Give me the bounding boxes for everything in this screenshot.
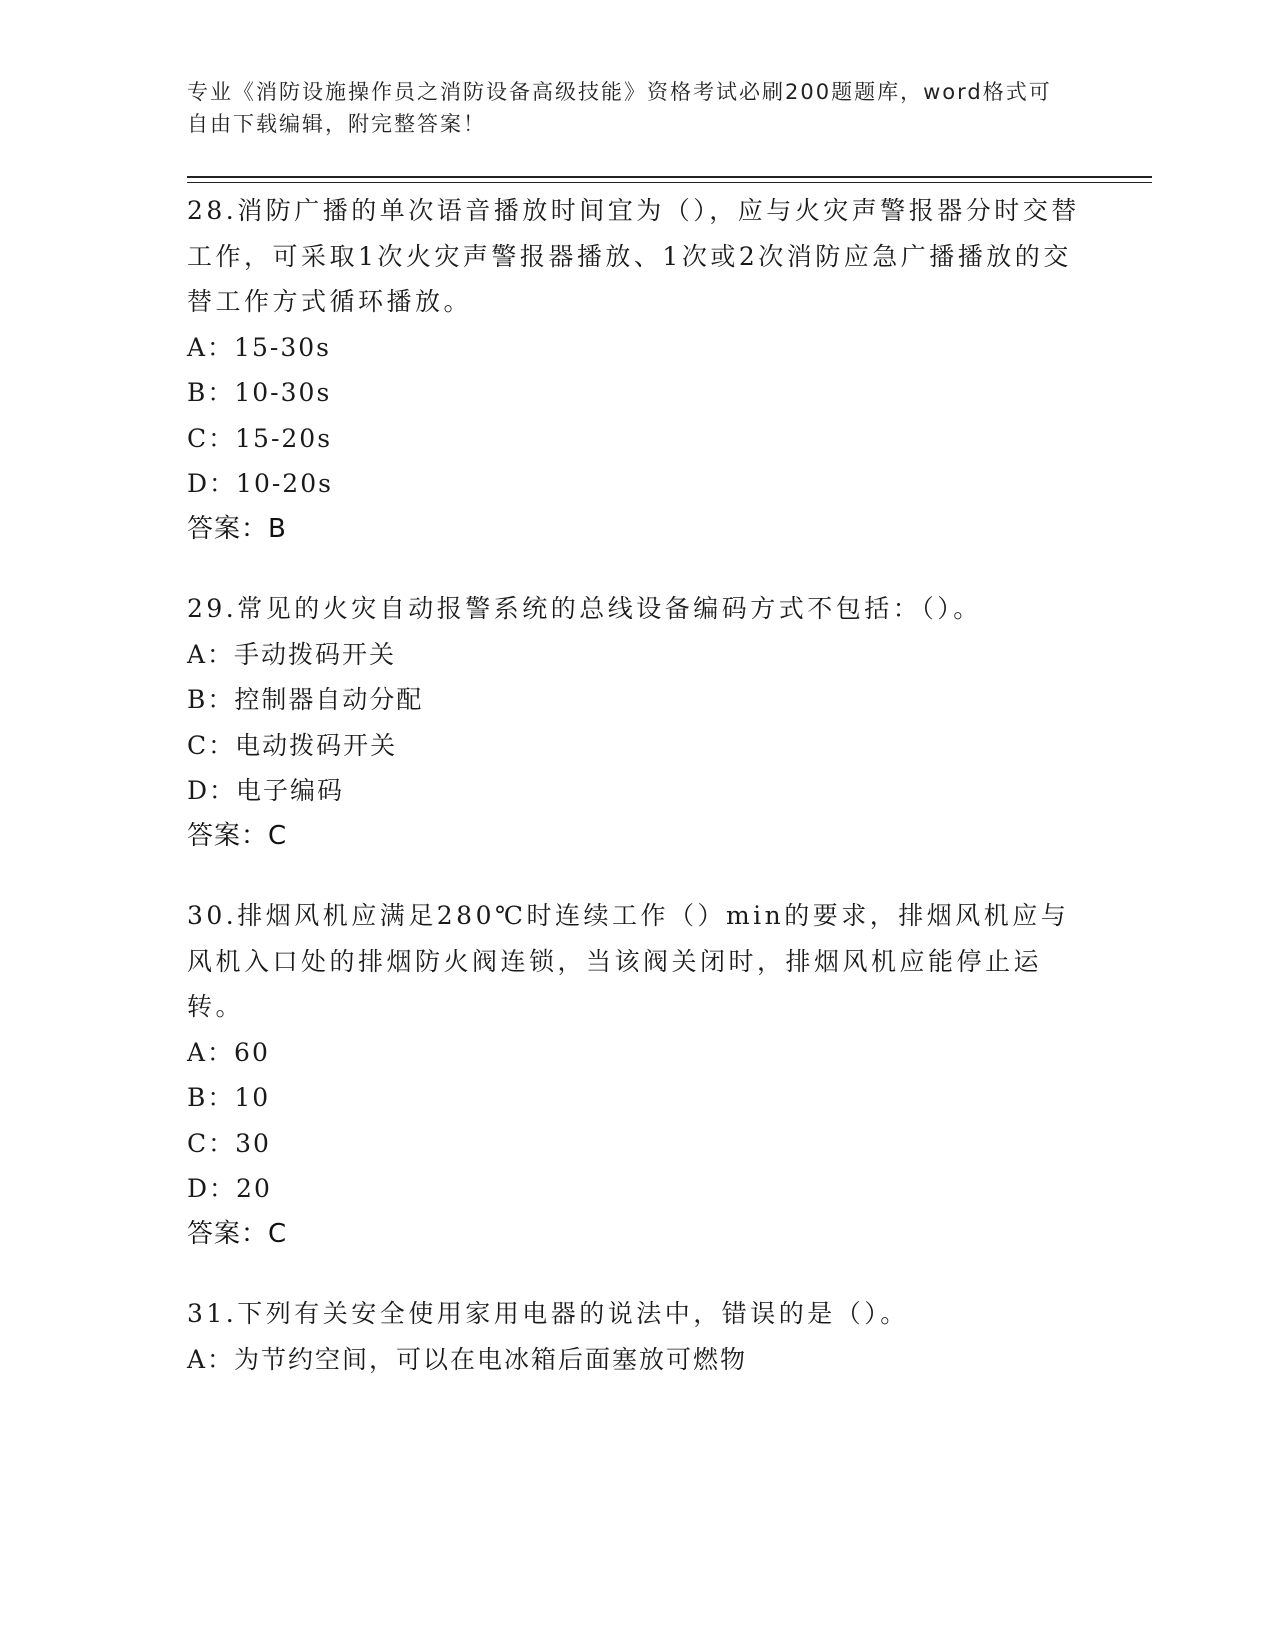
option-b: B：10 xyxy=(187,1083,271,1112)
option-a: A：为节约空间，可以在电冰箱后面塞放可燃物 xyxy=(187,1344,748,1374)
option-a: A：60 xyxy=(187,1037,270,1067)
question-stem: 30.排烟风机应满足280℃时连续工作（）min的要求，排烟风机应与风机入口处的排烟防火阀连锁，当该阀关闭时，排烟风机应能停止运转。 xyxy=(187,901,1070,1021)
option-a: A：15-30s xyxy=(187,332,331,362)
header-divider-thin xyxy=(187,182,1152,183)
option-c: C：15-20s xyxy=(187,423,333,453)
question-list xyxy=(187,188,1087,1416)
question-stem: 29.常见的火灾自动报警系统的总线设备编码方式不包括：（）。 xyxy=(187,594,982,623)
question-31 xyxy=(187,1291,1087,1382)
answer-label: 答案：C xyxy=(187,1218,288,1249)
question-28 xyxy=(187,188,1087,552)
option-b: B：10-30s xyxy=(187,378,332,407)
answer-label: 答案：B xyxy=(187,513,287,544)
option-c: C：电动拨码开关 xyxy=(187,730,398,760)
answer-label: 答案：C xyxy=(187,820,288,851)
option-d: D：20 xyxy=(187,1174,272,1203)
option-b: B：控制器自动分配 xyxy=(187,685,424,714)
option-c: C：30 xyxy=(187,1128,271,1158)
option-d: D：10-20s xyxy=(187,469,333,498)
question-stem: 28.消防广播的单次语音播放时间宜为（），应与火灾声警报器分时交替工作，可采取1次火灾声警报器播放、1次或2次消防应急广播播放的交替工作方式循环播放。 xyxy=(187,196,1080,316)
option-d: D：电子编码 xyxy=(187,776,345,805)
question-29 xyxy=(187,586,1087,859)
header-divider-thick xyxy=(187,176,1152,178)
question-stem: 31.下列有关安全使用家用电器的说法中，错误的是（）。 xyxy=(187,1299,909,1328)
page-header: 专业《消防设施操作员之消防设备高级技能》资格考试必刷200题题库，word格式可自由下载编辑，附完整答案！ xyxy=(187,80,1052,136)
question-30 xyxy=(187,893,1087,1257)
option-a: A：手动拨码开关 xyxy=(187,639,397,669)
